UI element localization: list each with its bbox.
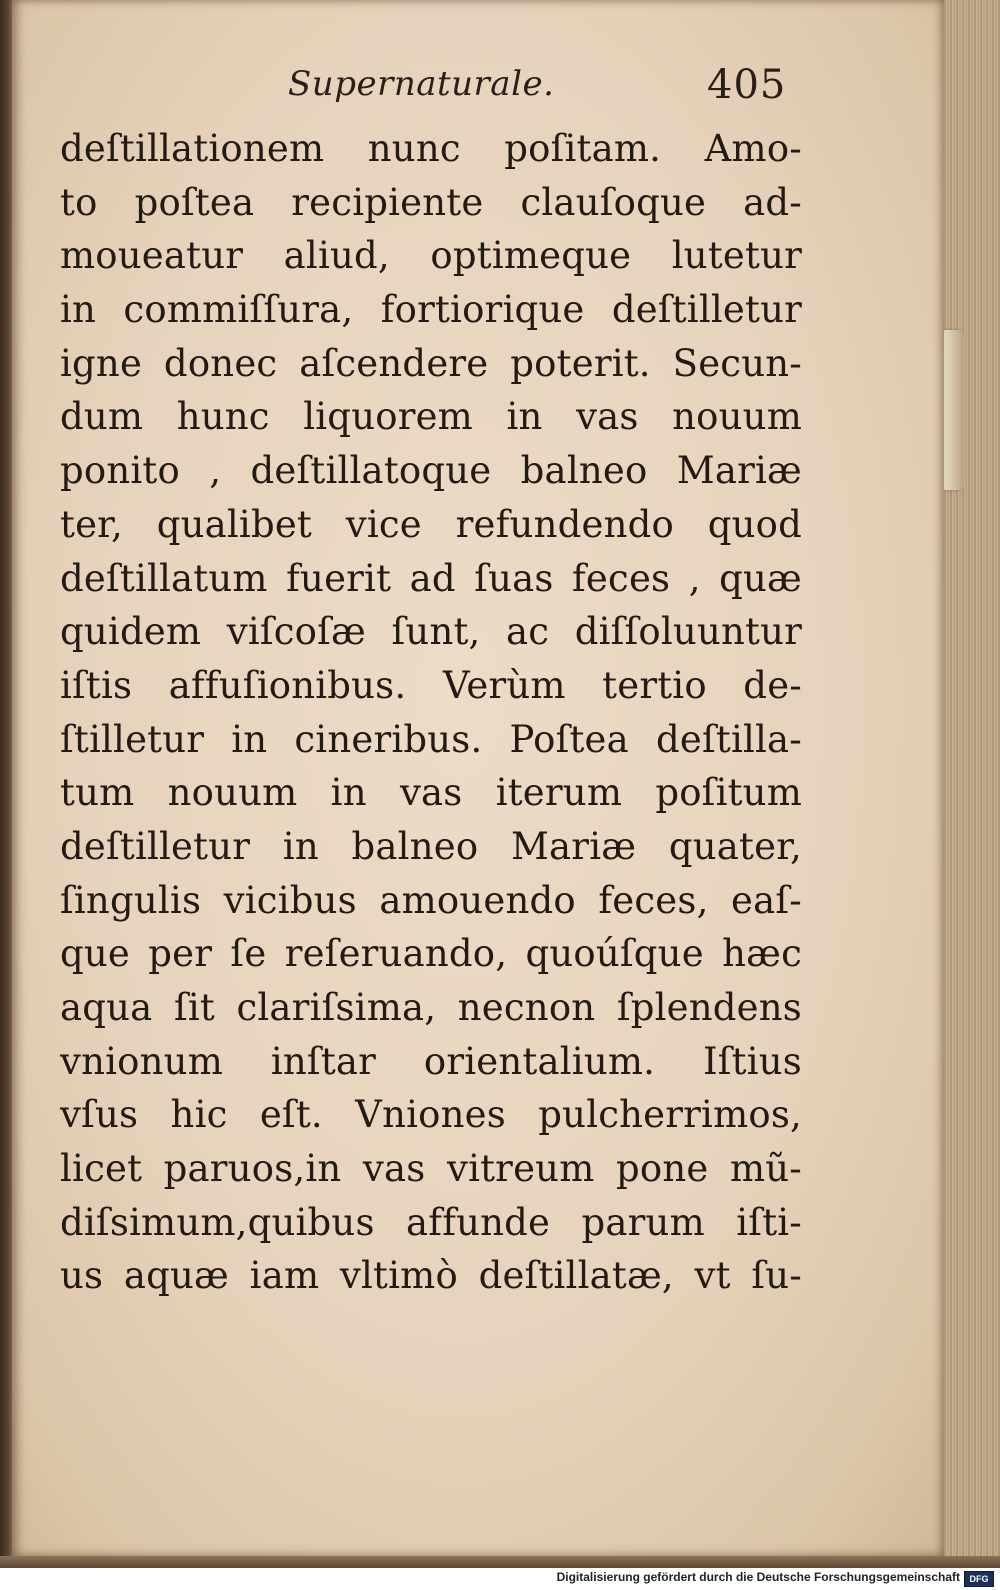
page-sheet — [12, 0, 944, 1560]
funding-credit: Digitalisierung gefördert durch die Deutsche Forschungsgemeinschaft — [556, 1570, 960, 1584]
text-line: tum nouum in vas iterum poſitum — [60, 771, 802, 815]
text-line: iſtis affuſionibus. Verùm tertio de- — [60, 663, 802, 707]
text-line: deſtillatum fuerit ad ſuas feces , quæ — [60, 556, 802, 600]
text-line: ponito , deſtillatoque balneo Mariæ — [60, 449, 802, 493]
text-line: ſingulis vicibus amouendo feces, eaſ- — [60, 878, 802, 922]
body-text — [60, 122, 802, 1303]
text-line: to poſtea recipiente clauſoque ad- — [60, 180, 802, 224]
text-line: ſtilletur in cineribus. Poſtea deſtilla- — [60, 717, 802, 761]
page-edges — [940, 0, 1000, 1568]
text-line: vſus hic eſt. Vniones pulcherrimos, — [60, 1093, 802, 1137]
text-line: vnionum inſtar orientalium. Iſtius — [60, 1039, 802, 1083]
dfg-logo: DFG — [964, 1571, 994, 1587]
text-line: aqua ſit clariſsima, necnon ſplendens — [60, 986, 802, 1029]
page-header — [12, 62, 944, 112]
text-line: deſtillationem nunc poſitam. Amo- — [60, 127, 802, 170]
text-line: in commiſſura, fortiorique deſtilletur — [60, 288, 802, 332]
text-line: deſtilletur in balneo Mariæ quater, — [60, 824, 802, 868]
text-line: quidem viſcoſæ ſunt, ac diſſoluuntur — [60, 610, 802, 654]
text-line: que per ſe reſeruando, quoúſque hæc — [60, 932, 802, 976]
page-number: 405 — [707, 62, 787, 108]
text-line: licet paruos,in vas vitreum pone mũ- — [60, 1147, 802, 1191]
text-line: us aquæ iam vltimò deſtillatæ, vt ſu- — [60, 1254, 802, 1298]
text-line: dum hunc liquorem in vas nouum — [60, 395, 802, 439]
text-line: ter, qualibet vice refundendo quod — [60, 502, 802, 546]
running-title: Supernaturale. — [288, 64, 555, 104]
text-line: igne donec aſcendere poterit. Secun- — [60, 341, 802, 385]
footer-strip — [0, 1568, 1000, 1590]
text-line: moueatur aliud, optimeque lutetur — [60, 234, 802, 278]
text-line: diſsimum,quibus affunde parum iſti- — [60, 1200, 802, 1244]
book-bottom-edge — [0, 1556, 1000, 1568]
